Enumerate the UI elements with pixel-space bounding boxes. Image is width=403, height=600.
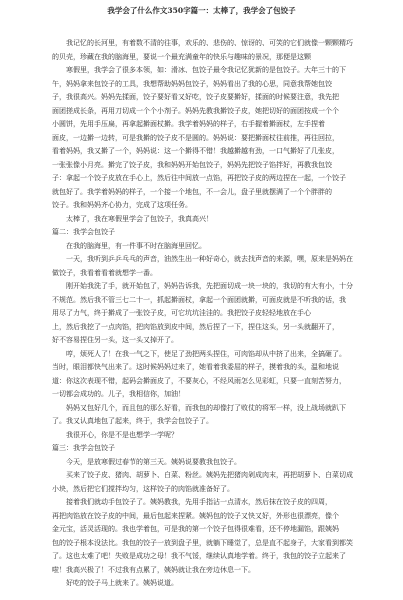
text-line: 我很开心，你是不是也想学一学呢？: [66, 430, 178, 439]
paragraph: [52, 429, 360, 443]
text-line: 哼，烦死人了！在我一气之下，使足了劲把两头捏住，可肉馅却从中挤了出来，全搞砸了。: [66, 349, 346, 358]
text-line: 不规范。然后我不管三七二十一，抓起擀面杖，拿起一个面团就擀，可面皮就是不听我的话，我: [52, 295, 346, 304]
paragraph: [52, 402, 360, 429]
text-line: 刚开始我洗了手，就开始包了，妈妈告诉我，先把面切成一块一块的，我切的有大有小，十分: [66, 282, 353, 290]
text-line: 我记忆的长河里，有着数不清的往事，欢乐的、悲伤的、惊讶的、可笑的它们就像一颗颗精巧: [66, 39, 353, 47]
text-line: 子：拿起一个饺子皮放在手心上，然后往中间放一点馅，再把饺子皮的两边捏在一起，一个饺子: [52, 174, 346, 182]
text-line: 的贝壳，珍藏在我的脑海里，要说一个最充满童年的快乐与趣味的景况，那便是这颗: [52, 52, 311, 61]
text-line: 好不容易捏住另一头，这一头又掉开了。: [52, 336, 178, 344]
text-line: 道：你这次表现不错，起码会擀面皮了，不要灰心，不经风雨怎么见彩虹，只要一直刻苦努力，: [52, 376, 346, 385]
document-body: [52, 37, 360, 591]
text-line: 上，然后我挖了一点肉馅，把肉馅放到皮中间，然后捏了一下，捏住这头，另一头就翻开了，: [52, 322, 339, 331]
text-line: 今天，是放寒假过春节的第三天。姨妈说要教我包饺子。: [66, 457, 241, 466]
paragraph: [52, 280, 360, 348]
paragraph: [52, 240, 360, 254]
text-line: 接着我们就动手包饺子了。姨妈教我，先用手指沾一点清水，然后抹在饺子皮的四周，: [66, 498, 332, 506]
text-line: 饺子。我和妈妈齐心协力，完成了这项任务。: [52, 201, 192, 209]
text-line: 再把肉馅放在饺子皮的中间，最后包起来捏紧。姨妈包的饺子又快又好，外形也很漂亮，像个: [52, 511, 339, 520]
text-line: 妈妈又包好几个，而且包的那么好看，而我包的却像打了败仗的将军一样，没上战场就趴下: [66, 403, 346, 412]
paragraph: [52, 348, 360, 402]
text-line: 就包好了。我学着妈妈的样子，一个接一个地包，不一会儿，盘子里就摆满了一个个胖胖的: [52, 187, 332, 196]
text-line: 太棒了，我在寒假里学会了包饺子，我真高兴！: [66, 214, 213, 223]
text-line: 一张张像小月亮。擀完了饺子皮，我和妈妈开始包饺子，妈妈先把饺子馅拌好，再教我包饺: [52, 160, 332, 169]
text-line: 面皮，一边擀一边转，可是我擀的饺子皮不是圆的。妈妈说：要把擀面杖往前推，再往回拉，: [52, 133, 339, 142]
section: [52, 442, 360, 591]
paragraph: [52, 496, 360, 577]
text-line: 子，我很高兴。妈妈先揉面，饺子要好看又好吃，饺子皮要擀好，揉面的时候要注意，我先把: [52, 93, 339, 101]
document-title: 我学会了什么作文350字篇一：太棒了，我学会了包饺子: [107, 6, 296, 15]
text-line: 金元宝，活灵活现的。我也学着包，可是我的第一个饺子包得很难看，还不停地漏馅，跟姨妈: [52, 525, 339, 533]
text-line: 用尽了力气，终于擀成了一张饺子皮，可它坑坑洼洼的。我把饺子皮轻轻地放在手心: [52, 309, 311, 317]
text-line: 午，妈妈拿来包饺子的工具，我想帮助妈妈包饺子，妈妈看出了我的心思，同意我帮她包饺: [52, 79, 332, 88]
text-line: 在我的脑海里，有一件事不时在脑海里回忆。: [66, 241, 206, 250]
text-line: 了。我又认真地包了起来，终于，我学会包饺子了。: [52, 417, 213, 425]
text-line: 了。这也太难了吧！失败是成功之母！我不气馁，继续认真地学着。终于，我包的饺子立起来了: [52, 552, 346, 560]
section: [52, 226, 360, 442]
section: [52, 37, 360, 226]
text-line: 一天，我听到乒乒乓乓的声音，油然生出一种好奇心，就去找声音的来源，嘿，原来是妈妈在: [66, 255, 353, 263]
paragraph: [52, 253, 360, 280]
text-line: 小块，然后把它们搅拌均匀，这样饺子的肉馅就准备好了。: [52, 484, 234, 493]
paragraph: [52, 577, 360, 591]
section-heading: 篇二：我学会包饺子: [52, 228, 115, 236]
text-line: 寒假里，我学会了很多本领，如：滑冰、包饺子最令我记忆犹新的是包饺子。大年三十的下: [66, 66, 346, 74]
paragraph: [52, 64, 360, 213]
text-line: 当时，眼泪都快气出来了。这时候妈妈过来了，她看着我委屈的样子，摸着我的头，温和地说: [52, 363, 339, 371]
paragraph: [52, 213, 360, 227]
text-line: 看着妈妈，我又擀了一个，妈妈说：这一个擀得不错！我越擀越有劲，一口气擀好了几张皮，: [52, 147, 339, 155]
text-line: 买来了饺子皮、猪肉、胡萝卜、白菜、粉丝。姨妈先把猪肉剁成肉末，再把胡萝卜、白菜切成: [66, 471, 353, 479]
text-line: 面团搓成长条，再用刀切成一个个小剂子。妈妈先教我擀饺子皮，她把切好的面团按成一个个: [52, 106, 339, 115]
text-line: 包的饺子根本没法比。我包的饺子一放到盘子里，就躺下睡觉了，总是直不起身子，大家看到都笑: [52, 538, 353, 547]
text-line: 好吃的饺子马上就来了。姨妈说道。: [66, 579, 178, 587]
paragraph: [52, 456, 360, 470]
text-line: 做饺子，我看着看着就想学一番。: [52, 268, 157, 277]
text-line: 一切都会成功的。儿子，我相信你，加油！: [52, 390, 185, 398]
paragraph: [52, 37, 360, 64]
section-heading: 篇三：我学会包饺子: [52, 444, 115, 452]
text-line: 小圆饼，先用手压扁，再拿起擀面杖擀。我学着妈妈的样子，右手握着擀面杖，左手捏着: [52, 120, 325, 128]
text-line: 啦！我高兴极了！不过我有点累了，姨妈就让我在旁边休息一下。: [52, 565, 255, 574]
paragraph: [52, 469, 360, 496]
